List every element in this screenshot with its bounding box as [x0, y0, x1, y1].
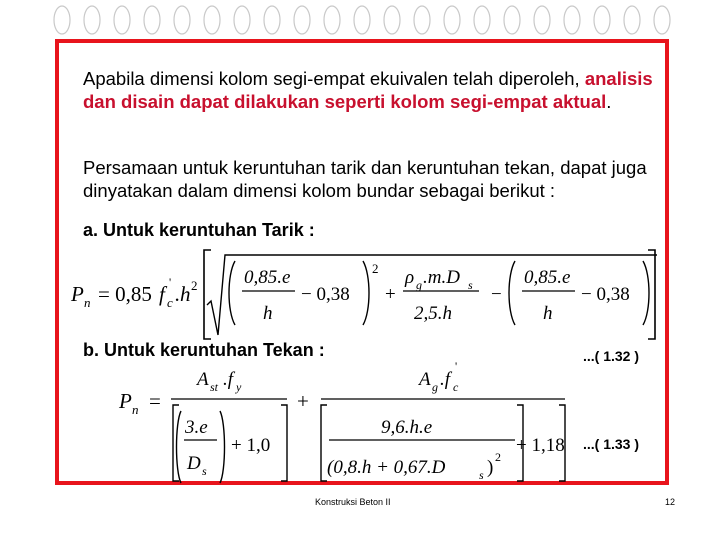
eq1-frac1-den: h — [263, 303, 273, 324]
eq2-ds-sub: s — [202, 464, 207, 478]
heading-compression-failure: b. Untuk keruntuhan Tekan : — [83, 340, 325, 360]
slide-frame — [55, 39, 669, 485]
eq2-three-e: 3.e — [185, 417, 208, 438]
eq2-ast-sub: st — [210, 380, 219, 394]
eq1-h: h — [180, 282, 191, 306]
eq1-lhs-sub: n — [84, 295, 91, 310]
eq1-m-ds: .m.D — [423, 267, 460, 288]
eq1-frac2-den: 2,5.h — [414, 303, 452, 324]
eq1-sqrt-sign — [207, 255, 657, 335]
eq1-exp-2: 2 — [372, 261, 379, 276]
intro-paragraph — [83, 67, 663, 113]
eq2-fc-sub: c — [453, 380, 459, 394]
eq2-ag-sub: g — [432, 380, 438, 394]
eq1-plus: + — [385, 284, 396, 305]
eq2-fy-sub: y — [236, 380, 242, 394]
eq1-frac3-den: h — [543, 303, 553, 324]
eq2-plus-118: + 1,18 — [516, 435, 565, 456]
eq1-minus-038-b: − 0,38 — [581, 284, 630, 305]
equation-compression-failure — [118, 359, 565, 483]
eq2-ast: A — [197, 369, 209, 390]
eq2-ag: A — [419, 369, 431, 390]
svg-text:.: . — [175, 282, 181, 306]
equation-tension-failure — [70, 250, 657, 339]
eq1-frac3-num: 0,85.e — [524, 267, 571, 288]
eq2-eq: = — [149, 389, 161, 413]
eq1-rho-sub: g — [416, 278, 422, 292]
intro-highlight: analisis dan disain dapat dilakukan seperti kolom segi-empat aktual — [83, 68, 653, 112]
eq1-minus-038: − 0,38 — [301, 284, 350, 305]
eq1-fc-sub: c — [167, 295, 173, 310]
page-number: 12 — [665, 497, 676, 507]
intro-text: Apabila dimensi kolom segi-empat ekuivalen telah diperoleh, — [83, 68, 585, 89]
equation-number-1-33: ...( 1.33 ) — [583, 436, 640, 452]
eq1-ds-sub: s — [468, 278, 473, 292]
heading-tension-failure: a. Untuk keruntuhan Tarik : — [83, 220, 315, 240]
eq1-fc: f — [159, 282, 165, 306]
eq1-frac1-num: 0,85.e — [244, 267, 291, 288]
eq1-h-exp: 2 — [191, 278, 198, 293]
eq2-lhs-sub: n — [132, 402, 139, 417]
eq1-rho: ρ — [405, 267, 415, 288]
svg-text:': ' — [455, 359, 458, 373]
eq2-num2: 9,6.h.e — [381, 417, 433, 438]
equation-intro-paragraph: Persamaan untuk keruntuhan tarik dan keruntuhan tekan, dapat juga dinyatakan dalam dimensi kolom bundar sebagai berikut : — [83, 157, 647, 201]
ring-binder-decoration — [0, 0, 720, 40]
eq2-plus-10: + 1,0 — [231, 435, 271, 456]
eq1-lhs: P — [71, 282, 84, 306]
footer-title: Konstruksi Beton II — [315, 497, 391, 507]
eq1-coef: = 0,85 — [98, 282, 152, 306]
eq2-den2-sub: s — [479, 468, 484, 482]
eq1-left-bracket — [204, 250, 211, 339]
eq2-den2: (0,8.h + 0,67.D — [327, 457, 446, 478]
eq2-plus: + — [297, 389, 309, 413]
eq2-fc: .f — [440, 369, 451, 390]
eq2-den2-exp: 2 — [495, 450, 501, 464]
intro-period: . — [606, 91, 612, 112]
eq2-lhs: P — [119, 389, 132, 413]
eq1-right-bracket — [648, 250, 655, 339]
eq2-fy: .f — [223, 369, 234, 390]
eq2-den2-close: ) — [487, 457, 494, 478]
eq1-minus: − — [491, 284, 502, 305]
svg-text:': ' — [169, 275, 172, 289]
eq2-ds: D — [187, 453, 201, 474]
equation-number-1-32: ...( 1.32 ) — [583, 348, 640, 364]
